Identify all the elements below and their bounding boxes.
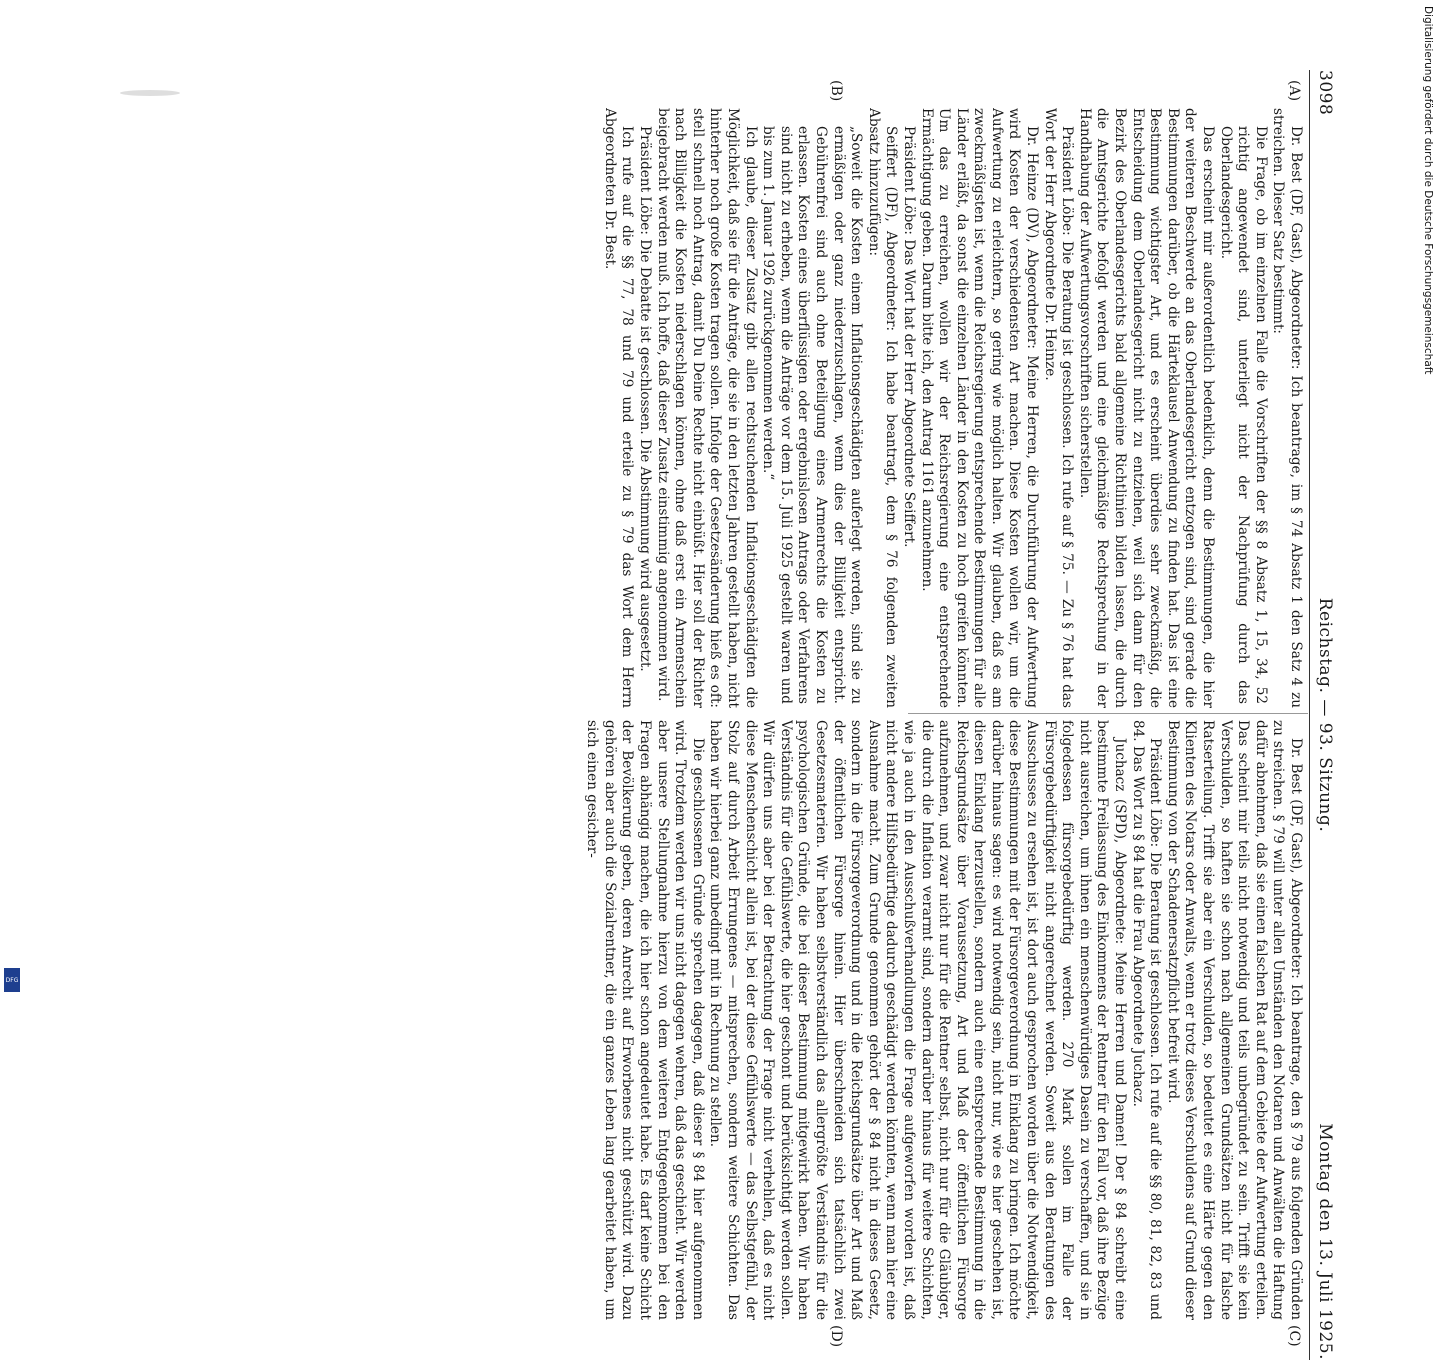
dfg-logo-icon	[4, 968, 20, 992]
paragraph: Die Frage, ob im einzelnen Falle die Vorschriften der §§ 8 Absatz 1, 15, 34, 52 richtig angewendet sind, unterliegt nicht der Nachprüfung durch das Oberlandesgericht.	[1217, 126, 1269, 704]
paragraph: „Soweit die Kosten einem Inflationsgeschädigten auferlegt werden, sind sie zu ermäßigen oder ganz niederzuschlagen, wenn dies der Billigkeit entspricht. Gebührenfrei sind auch ohne Beteiligung eines Armenrechts die Kosten zu erlassen. Kosten eines überflüssigen oder ergebnislosen Antrags oder Verfahrens sind nicht zu erheben, wenn die Anträge vor dem 15. Juli 1925 gestellt waren und bis zum 1. Januar 1926 zurückgenommen werden.“	[760, 126, 865, 704]
page-header	[1314, 70, 1336, 1360]
running-title: Reichstag. — 93. Sitzung.	[1315, 597, 1335, 833]
margin-mark-b: (B)	[828, 80, 844, 102]
margin-mark-d: (D)	[828, 1325, 844, 1348]
margin-mark-a: (A)	[1286, 80, 1302, 102]
scan-smudge	[120, 90, 180, 96]
header-rule	[1309, 70, 1310, 1360]
page-number: 3098	[1315, 70, 1335, 116]
margin-mark-c: (C)	[1286, 1325, 1302, 1347]
digitization-footer: Digitalisierung gefördert durch die Deutsche Forschungsgemeinschaft	[1422, 6, 1434, 375]
right-column	[504, 720, 1304, 1320]
paragraph: Juchacz (SPD), Abgeordnete: Meine Herren und Damen! Der § 84 schreibt eine bestimmte Freilassung des Einkommens der Rentner für den Fall vor, daß ihre Bezüge nicht ausreichen, um ihnen ein menschenwürdiges Dasein zu verschaffen, und sie in folgedessen fürsorgebedürftig werden. 270 Mark sollen im Falle der Fürsorgebedürftigkeit nicht angerechnet werden. Soweit aus den Beratungen des Ausschusses zu ersehen ist, ist dort auch gesprochen worden über die Notwendigkeit, diese Bestimmungen mit der Fürsorgeverordnung in Einklang zu bringen. Ich möchte darüber hinaus sagen: es wird notwendig sein, nicht nur, wie es hier geschehen ist, diesen Einklang herzustellen, sondern auch eine entsprechende Bestimmung in die Reichsgrundsätze über Voraussetzung, Art und Maß der öffentlichen Fürsorge aufzunehmen, und zwar nicht nur für die Rentner selbst, nicht nur für die Gläubiger, die durch die Inflation verarmt sind, sondern darüber hinaus für weitere Schichten, wie ja auch in den Ausschußverhandlungen die Frage aufgeworfen worden ist, daß nicht andere Hilfsbedürftige dadurch geschädigt werden könnten, wenn man hier eine Ausnahme macht. Zum Grunde genommen gehört der § 84 nicht in dieses Gesetz, sondern in die Fürsorgeverordnung und in die Reichsgrundsätze über Art und Maß der öffentlichen Fürsorge hinein. Hier überschneiden sich tatsächlich zwei Gesetzesmaterien. Wir haben selbstverständlich das allergrößte Verständnis für die psychologischen Gründe, die bei dieser Bestimmung mitgewirkt haben. Wir haben Verständnis für die Gefühlswerte, die hier geschont und berücksichtigt werden sollen. Wir dürfen uns aber bei der Betrachtung der Frage nicht verhehlen, daß es nicht diese Menschenschicht allein ist, bei der diese Gefühlswerte — das Selbstgefühl, der Stolz auf durch Arbeit Errungenes — mitsprechen, sondern weitere Schichten. Das haben wir hierbei ganz unbedingt mit in Rechnung zu stellen.	[707, 720, 1129, 1320]
paragraph: Die geschlossenen Gründe sprechen dagegen, daß dieser § 84 hier aufgenommen wird. Trotzdem werden wir uns nicht dagegen wehren, daß das geschieht. Wir werden aber unsere Stellungnahme hierzu von dem weiteren Entgegenkommen bei den Fragen abhängig machen, die ich hier schon angedeutet habe. Es darf keine Schicht der Bevölkerung geben, deren Anrecht auf Erworbenes nicht geschützt wird. Dazu gehören aber auch die Sozialrentner, die ein ganzes Leben lang gearbeitet haben, um sich einen gesicher-	[584, 720, 706, 1320]
session-date: Montag den 13. Juli 1925.	[1315, 1123, 1335, 1360]
dfg-logo-text: DFG	[5, 976, 19, 984]
column-divider	[908, 713, 1308, 714]
paragraph: Ich rufe auf die §§ 77, 78 und 79 und erteile zu § 79 das Wort dem Herrn Abgeordneten Dr. Best.	[601, 108, 636, 708]
paragraph: Präsident Löbe: Die Beratung ist geschlossen. Ich rufe auf die §§ 80, 81, 82, 83 und 84. Das Wort zu § 84 hat die Frau Abgeordnete Juchacz.	[1129, 720, 1164, 1320]
paragraph: Seiffert (DF), Abgeordneter: Ich habe beantragt, dem § 76 folgenden zweiten Absatz hinzuzufügen:	[865, 108, 900, 708]
left-column	[504, 108, 1304, 708]
paragraph: Präsident Löbe: Die Beratung ist geschlossen. Ich rufe auf § 75. — Zu § 76 hat das Wort der Herr Abgeordnete Dr. Heinze.	[1041, 108, 1076, 708]
paragraph: Präsident Löbe: Das Wort hat der Herr Abgeordnete Seiffert.	[900, 126, 917, 548]
paragraph: Präsident Löbe: Die Debatte ist geschlossen. Die Abstimmung wird ausgesetzt.	[637, 126, 654, 672]
paragraph: Dr. Heinze (DV), Abgeordneter: Meine Herren, die Durchführung der Aufwertung wird Kosten der verschiedensten Art machen. Diese Kosten wollen wir, um die Aufwertung zu erleichtern, so gering wie möglich halten. Wir glauben, daß es am zweckmäßigsten ist, wenn die Reichsregierung entsprechende Bestimmungen für alle Länder erläßt, da sonst die einzelnen Länder in den Kosten zu hoch greifen könnten. Um das zu erreichen, wollen wir der Reichsregierung eine entsprechende Ermächtigung geben. Darum bitte ich, den Antrag 1161 anzunehmen.	[918, 108, 1041, 708]
paragraph: Dr. Best (DF, Gast), Abgeordneter: Ich beantrage, den § 79 aus folgenden Gründen zu streichen. § 79 will unter allen Umständen den Notaren und Anwälten die Haftung dafür abnehmen, daß sie einen falschen Rat auf dem Gebiete der Aufwertung erteilen. Das scheint mir teils nicht notwendig und teils unbegründet zu sein. Trifft sie kein Verschulden, so haften sie schon nach allgemeinen Grundsätzen nicht für falsche Ratserteilung. Trifft sie aber ein Verschulden, so bedeutet es eine Härte gegen den Klienten des Notars oder Anwalts, wenn er trotz dieses Verschuldens auf Grund dieser Bestimmung von der Schadenersatzpflicht befreit wird.	[1164, 720, 1304, 1320]
paragraph: Das erscheint mir außerordentlich bedenklich, denn die Bestimmungen, die hier der weiteren Beschwerde an das Oberlandesgericht entzogen sind, sind gerade die Bestimmungen darüber, ob die Härteklausel Anwendung zu finden hat. Das ist eine Bestimmung wichtigster Art, und es erscheint überdies sehr zweckmäßig, die Entscheidung dem Oberlandesgericht nicht zu entziehen, weil sich dann für den Bezirk des Oberlandesgerichts bald allgemeine Richtlinien bilden lassen, die durch die Amtsgerichte befolgt werden und eine gleichmäßige Rechtsprechung in der Handhabung der Aufwertungsvorschriften sicherstellen.	[1076, 108, 1217, 708]
paragraph: Dr. Best (DF, Gast), Abgeordneter: Ich beantrage, im § 74 Absatz 1 den Satz 4 zu streichen. Dieser Satz bestimmt:	[1270, 108, 1304, 708]
paragraph: Ich glaube, dieser Zusatz gibt allen rechtsuchenden Inflationsgeschädigten die Möglichkeit, daß sie für die Anträge, die sie in den letzten Jahren gestellt haben, nicht hinterher noch große Kosten tragen sollen. Infolge der Gesetzesänderung hieß es oft: stell schnell noch Antrag, damit Du Deine Rechte nicht einbüßt. Hier soll der Richter nach Billigkeit die Kosten niederschlagen können, ohne daß erst ein Armenschein beigebracht werden muß. Ich hoffe, daß dieser Zusatz einstimmig angenommen wird.	[654, 108, 759, 708]
